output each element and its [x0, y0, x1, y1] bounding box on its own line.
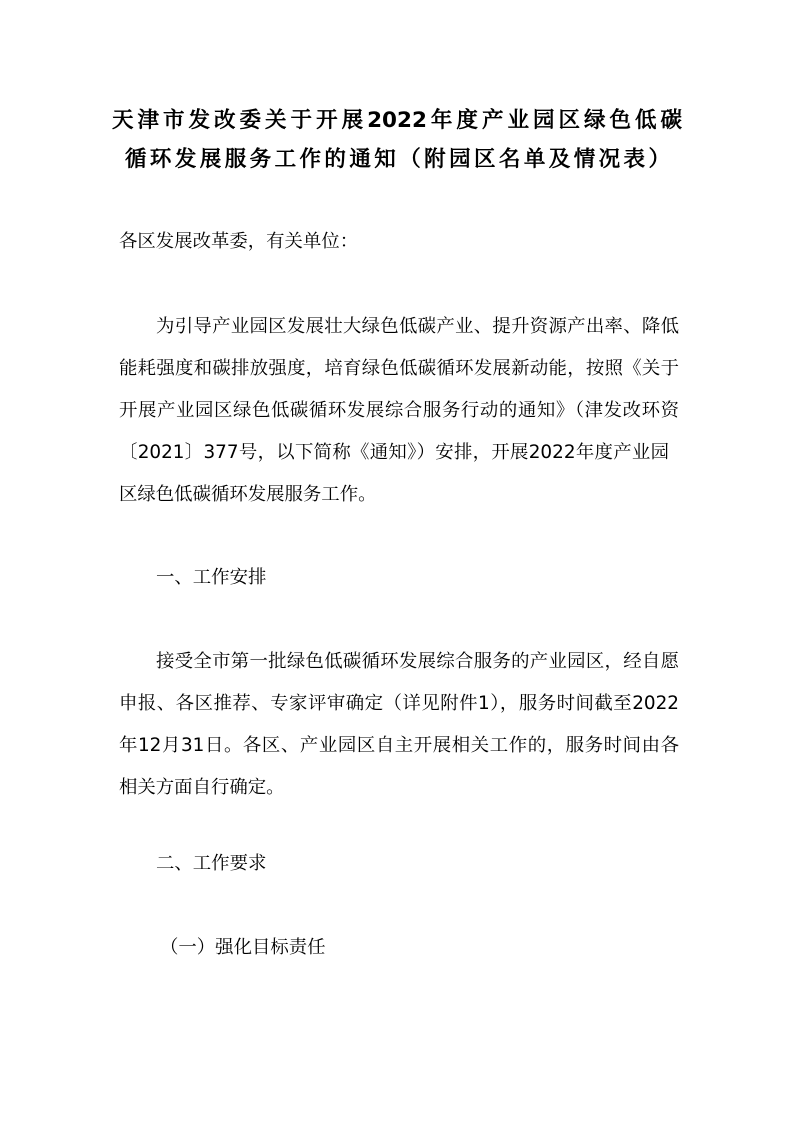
paragraph-line: 能耗强度和碳排放强度，培育绿色低碳循环发展新动能，按照《关于: [119, 358, 679, 379]
paragraph-line: 开展产业园区绿色低碳循环发展综合服务行动的通知》（津发改环资: [119, 400, 679, 421]
subsection-heading-1: （一）强化目标责任: [160, 937, 326, 958]
paragraph-line: 相关方面自行确定。: [119, 777, 285, 798]
paragraph-line: 区绿色低碳循环发展服务工作。: [119, 484, 377, 505]
paragraph-line: 为引导产业园区发展壮大绿色低碳产业、提升资源产出率、降低: [156, 316, 679, 337]
document-title-line-1: 天津市发改委关于开展2022年度产业园区绿色低碳: [112, 108, 682, 133]
section-heading-2: 二、工作要求: [156, 853, 267, 874]
document-title-line-2: 循环发展服务工作的通知（附园区名单及情况表）: [125, 147, 670, 172]
paragraph-line: 年12月31日。各区、产业园区自主开展相关工作的，服务时间由各: [119, 735, 679, 756]
salutation: 各区发展改革委，有关单位：: [119, 231, 359, 252]
section-heading-1: 一、工作安排: [156, 567, 267, 588]
paragraph-line: 〔2021〕377号，以下简称《通知》）安排，开展2022年度产业园: [119, 442, 669, 463]
paragraph-line: 接受全市第一批绿色低碳循环发展综合服务的产业园区，经自愿: [156, 651, 679, 672]
paragraph-line: 申报、各区推荐、专家评审确定（详见附件1），服务时间截至2022: [119, 693, 679, 714]
